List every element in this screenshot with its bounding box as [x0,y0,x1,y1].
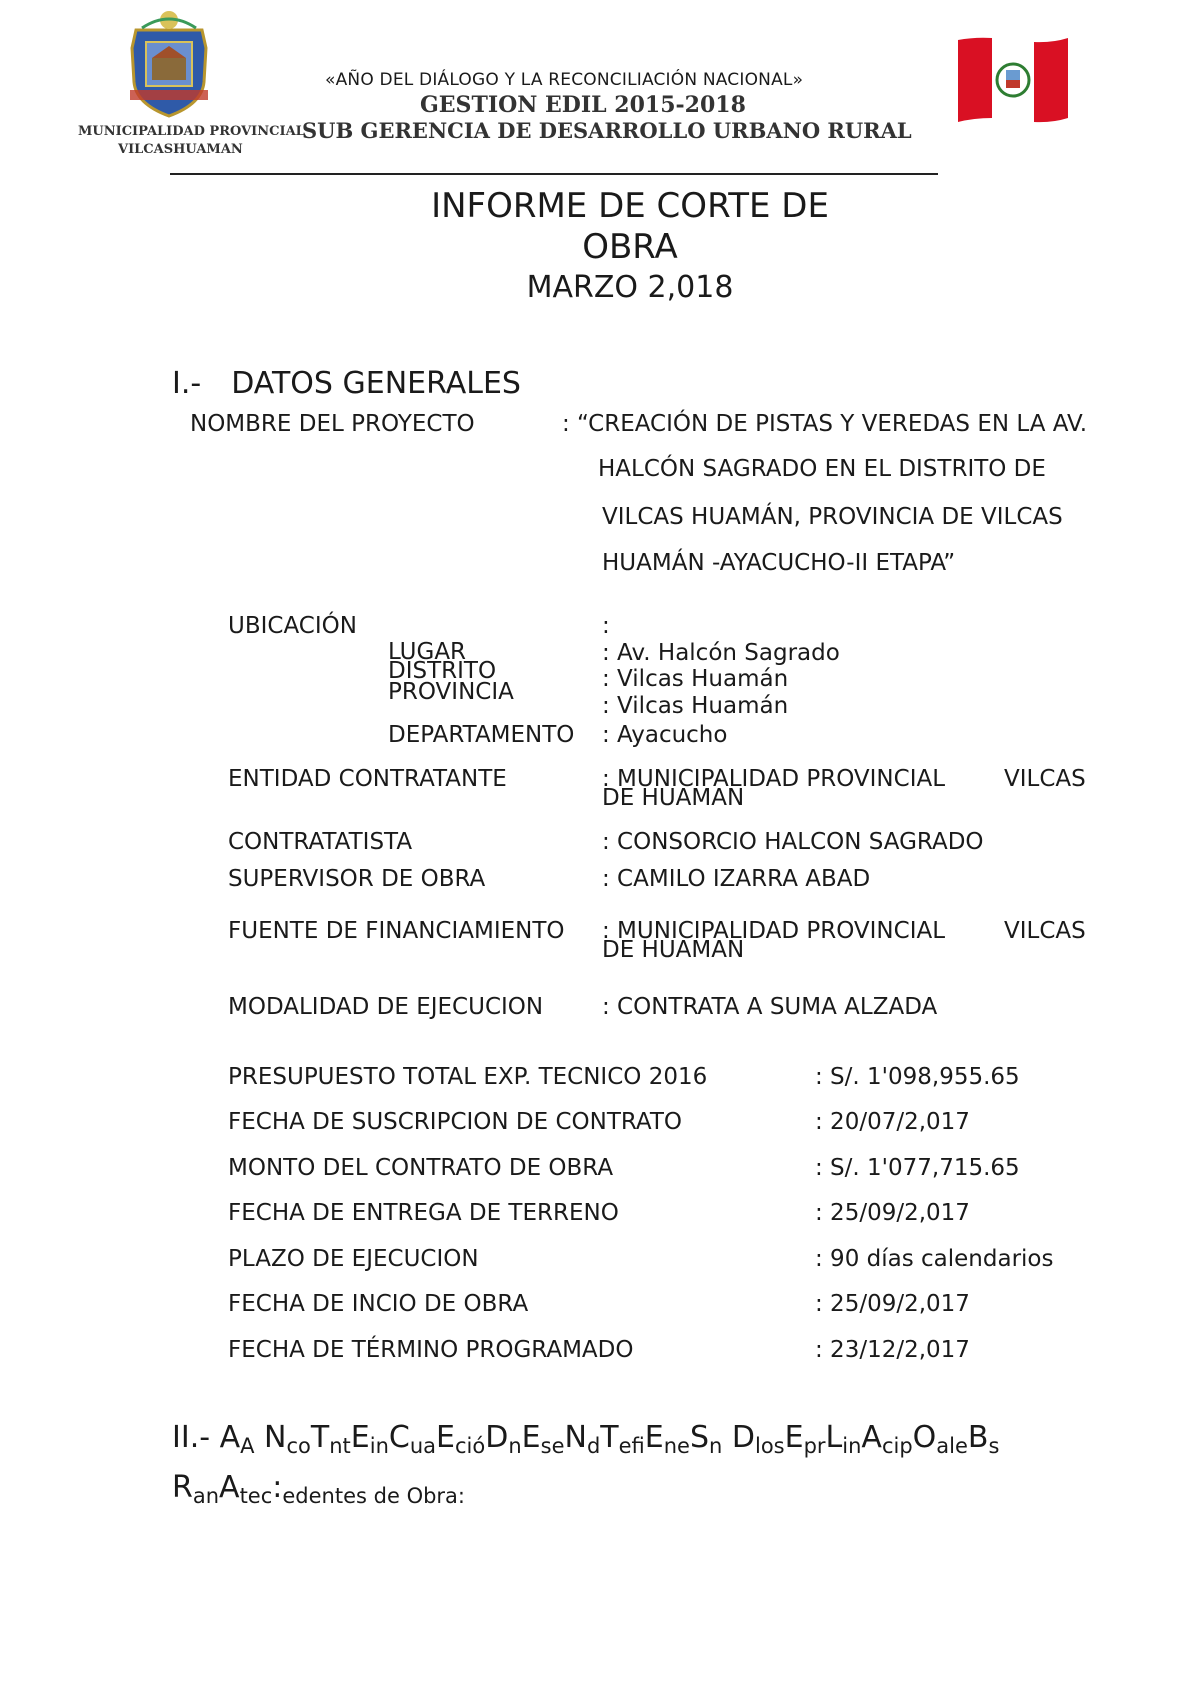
section-2-glyph-large: N [254,1420,287,1455]
section-2-glyph-small: los [754,1434,785,1458]
section-2-glyph-large: E [521,1420,541,1455]
proyecto-label: NOMBRE DEL PROYECTO [190,411,475,437]
section-2-glyph-large: B [967,1420,989,1455]
lugar-label: LUGAR [388,639,467,665]
detail-value: : 20/07/2,017 [815,1109,970,1135]
supervisor-label: SUPERVISOR DE OBRA [228,866,486,892]
detail-label: FECHA DE INCIO DE OBRA [228,1291,529,1317]
subgerencia-heading: SUB GERENCIA DE DESARROLLO URBANO RURAL [302,118,912,143]
section-2-glyph-small: nt [329,1434,351,1458]
section-2-glyph-small: s [988,1434,1000,1458]
lugar-value: : Av. Halcón Sagrado [602,640,840,666]
fuente-value-vilcas: VILCAS [1004,918,1086,944]
section-2-glyph-small: A [240,1434,255,1458]
modalidad-label: MODALIDAD DE EJECUCION [228,994,544,1020]
section-2-glyph-large: L [825,1420,843,1455]
fuente-value-line1: : MUNICIPALIDAD PROVINCIAL [602,918,946,944]
section-2-glyph-large: D [485,1420,509,1455]
municipal-crest-logo [122,8,216,120]
section-2-heading [172,1414,999,1514]
section-2-glyph-small: co [286,1434,311,1458]
detail-value: : 25/09/2,017 [815,1291,970,1317]
section-2-glyph-small: in [369,1434,389,1458]
detail-label: PRESUPUESTO TOTAL EXP. TECNICO 2016 [228,1064,708,1090]
detail-label: PLAZO DE EJECUCION [228,1246,479,1272]
entidad-value-vilcas: VILCAS [1004,766,1086,792]
peru-flag-image [954,34,1072,130]
departamento-value: : Ayacucho [602,722,728,748]
proyecto-value-line2: HALCÓN SAGRADO EN EL DISTRITO DE [598,456,1046,482]
section-2-glyph-small: pr [803,1434,826,1458]
detail-value: : 25/09/2,017 [815,1200,970,1226]
section-2-glyph-large: : [272,1470,283,1505]
section-2-glyph-small: cip [881,1434,913,1458]
section-2-glyph-large: E [784,1420,804,1455]
section-2-glyph-small: se [540,1434,565,1458]
section-1-heading [172,366,521,401]
section-2-glyph-small: ua [409,1434,437,1458]
departamento-label: DEPARTAMENTO [388,722,575,748]
proyecto-value-line1: : “CREACIÓN DE PISTAS Y VEREDAS EN LA AV. [562,411,1088,437]
supervisor-value: : CAMILO IZARRA ABAD [602,866,871,892]
section-2-glyph-large: A [861,1420,882,1455]
ubicacion-colon: : [602,613,610,639]
detail-value: : 90 días calendarios [815,1246,1054,1272]
gestion-edil-heading: GESTION EDIL 2015-2018 [420,92,746,118]
section-2-glyph-small: ale [936,1434,968,1458]
fuente-label: FUENTE DE FINANCIAMIENTO [228,918,565,944]
section-2-glyph-large: A [219,1420,241,1455]
report-date: MARZO 2,018 [526,270,734,305]
section-2-glyph-small: edentes de Obra: [282,1484,466,1508]
section-2-glyph-large: E [644,1420,664,1455]
section-2-glyph-large: E [436,1420,455,1455]
detail-value: : S/. 1'098,955.65 [815,1064,1020,1090]
header-divider [170,173,938,175]
modalidad-value: : CONTRATA A SUMA ALZADA [602,994,938,1020]
detail-value: : 23/12/2,017 [815,1337,970,1363]
section-2-glyph-large: T [310,1420,330,1455]
section-2-glyph-small: an [192,1484,220,1508]
section-2-glyph-small: ne [663,1434,690,1458]
provincia-value: : Vilcas Huamán [602,693,789,719]
entidad-value-line1: : MUNICIPALIDAD PROVINCIAL [602,766,946,792]
section-2-glyph-small: in [842,1434,862,1458]
section-1-number: I.- [172,366,202,401]
municipality-name-line2: VILCASHUAMAN [118,142,243,157]
municipality-name-line1: MUNICIPALIDAD PROVINCIAL [78,124,305,139]
year-motto: «AÑO DEL DIÁLOGO Y LA RECONCILIACIÓN NACIONAL» [325,70,804,90]
detail-value: : S/. 1'077,715.65 [815,1155,1020,1181]
distrito-label: DISTRITO [388,658,497,684]
contratista-value: : CONSORCIO HALCON SAGRADO [602,829,984,855]
detail-label: FECHA DE ENTREGA DE TERRENO [228,1200,619,1226]
report-title-line1: INFORME DE CORTE DE [431,186,829,226]
entidad-label: ENTIDAD CONTRATANTE [228,766,507,792]
section-2-glyph-small: ció [455,1434,486,1458]
ubicacion-label: UBICACIÓN [228,613,357,639]
section-2-heading-line1 [172,1414,999,1464]
detail-label: MONTO DEL CONTRATO DE OBRA [228,1155,614,1181]
detail-label: FECHA DE SUSCRIPCION DE CONTRATO [228,1109,683,1135]
section-2-glyph-large: O [912,1420,937,1455]
section-2-glyph-large: II.- [172,1420,220,1455]
section-2-glyph-large: A [219,1470,240,1505]
fuente-value-line2: DE HUAMAN [602,937,745,963]
detail-label: FECHA DE TÉRMINO PROGRAMADO [228,1337,634,1363]
section-1-title: DATOS GENERALES [231,366,521,401]
section-2-glyph-large: D [722,1420,755,1455]
section-2-glyph-small: efi [618,1434,645,1458]
entidad-value-line2: DE HUAMAN [602,785,745,811]
section-2-glyph-small: tec [239,1484,273,1508]
section-2-glyph-large: C [388,1420,410,1455]
section-2-glyph-small: n [508,1434,522,1458]
section-2-glyph-small: n [709,1434,723,1458]
section-2-glyph-large: S [689,1420,710,1455]
section-2-glyph-small: d [586,1434,601,1458]
proyecto-value-line4: HUAMÁN -AYACUCHO-II ETAPA” [602,550,956,576]
section-2-glyph-large: N [564,1420,587,1455]
proyecto-value-line3: VILCAS HUAMÁN, PROVINCIA DE VILCAS [602,504,1063,530]
contratista-label: CONTRATATISTA [228,829,413,855]
section-2-glyph-large: T [600,1420,619,1455]
provincia-label: PROVINCIA [388,679,514,705]
distrito-value: : Vilcas Huamán [602,666,789,692]
section-2-heading-line2 [172,1464,999,1514]
section-2-glyph-large: R [172,1470,193,1505]
report-title-line2: OBRA [582,227,678,267]
section-2-glyph-large: E [350,1420,370,1455]
